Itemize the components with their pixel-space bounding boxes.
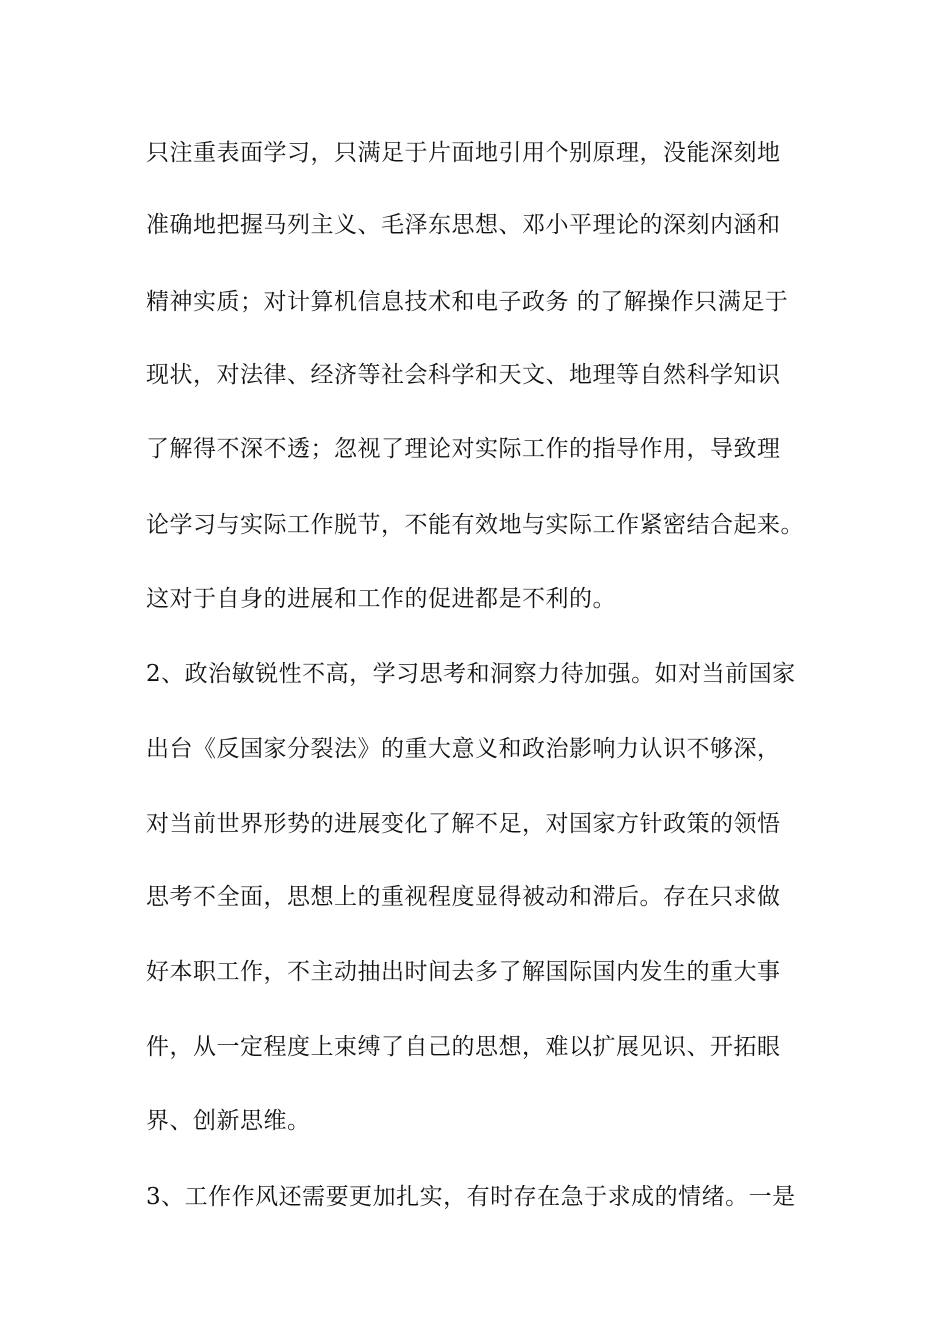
text-line: 论学习与实际工作脱节，不能有效地与实际工作紧密结合起来。 <box>146 512 804 538</box>
text-line: 现状，对法律、经济等社会科学和天文、地理等自然科学知识 <box>146 362 781 388</box>
list-item-2-start: 2、政治敏锐性不高，学习思考和洞察力待加强。如对当前国家 <box>146 661 796 687</box>
text-line: 好本职工作，不主动抽出时间去多了解国际国内发生的重大事 <box>146 959 781 985</box>
text-line: 只注重表面学习，只满足于片面地引用个别原理，没能深刻地 <box>146 140 781 166</box>
text-line: 件，从一定程度上束缚了自己的思想，难以扩展见识、开拓眼 <box>146 1034 781 1060</box>
text-line: 了解得不深不透；忽视了理论对实际工作的指导作用，导致理 <box>146 436 781 462</box>
text-line: 出台《反国家分裂法》的重大意义和政治影响力认识不够深， <box>146 736 781 762</box>
list-item-3-start: 3、工作作风还需要更加扎实，有时存在急于求成的情绪。一是 <box>146 1184 796 1210</box>
text-line: 准确地把握马列主义、毛泽东思想、邓小平理论的深刻内涵和 <box>146 212 781 238</box>
text-line: 对当前世界形势的进展变化了解不足，对国家方针政策的领悟 <box>146 811 781 837</box>
text-line: 思考不全面，思想上的重视程度显得被动和滞后。存在只求做 <box>146 884 781 910</box>
text-line: 这对于自身的进展和工作的促进都是不利的。 <box>146 586 616 612</box>
text-line: 界、创新思维。 <box>146 1108 311 1134</box>
text-line: 精神实质；对计算机信息技术和电子政务 的了解操作只满足于 <box>146 289 789 315</box>
